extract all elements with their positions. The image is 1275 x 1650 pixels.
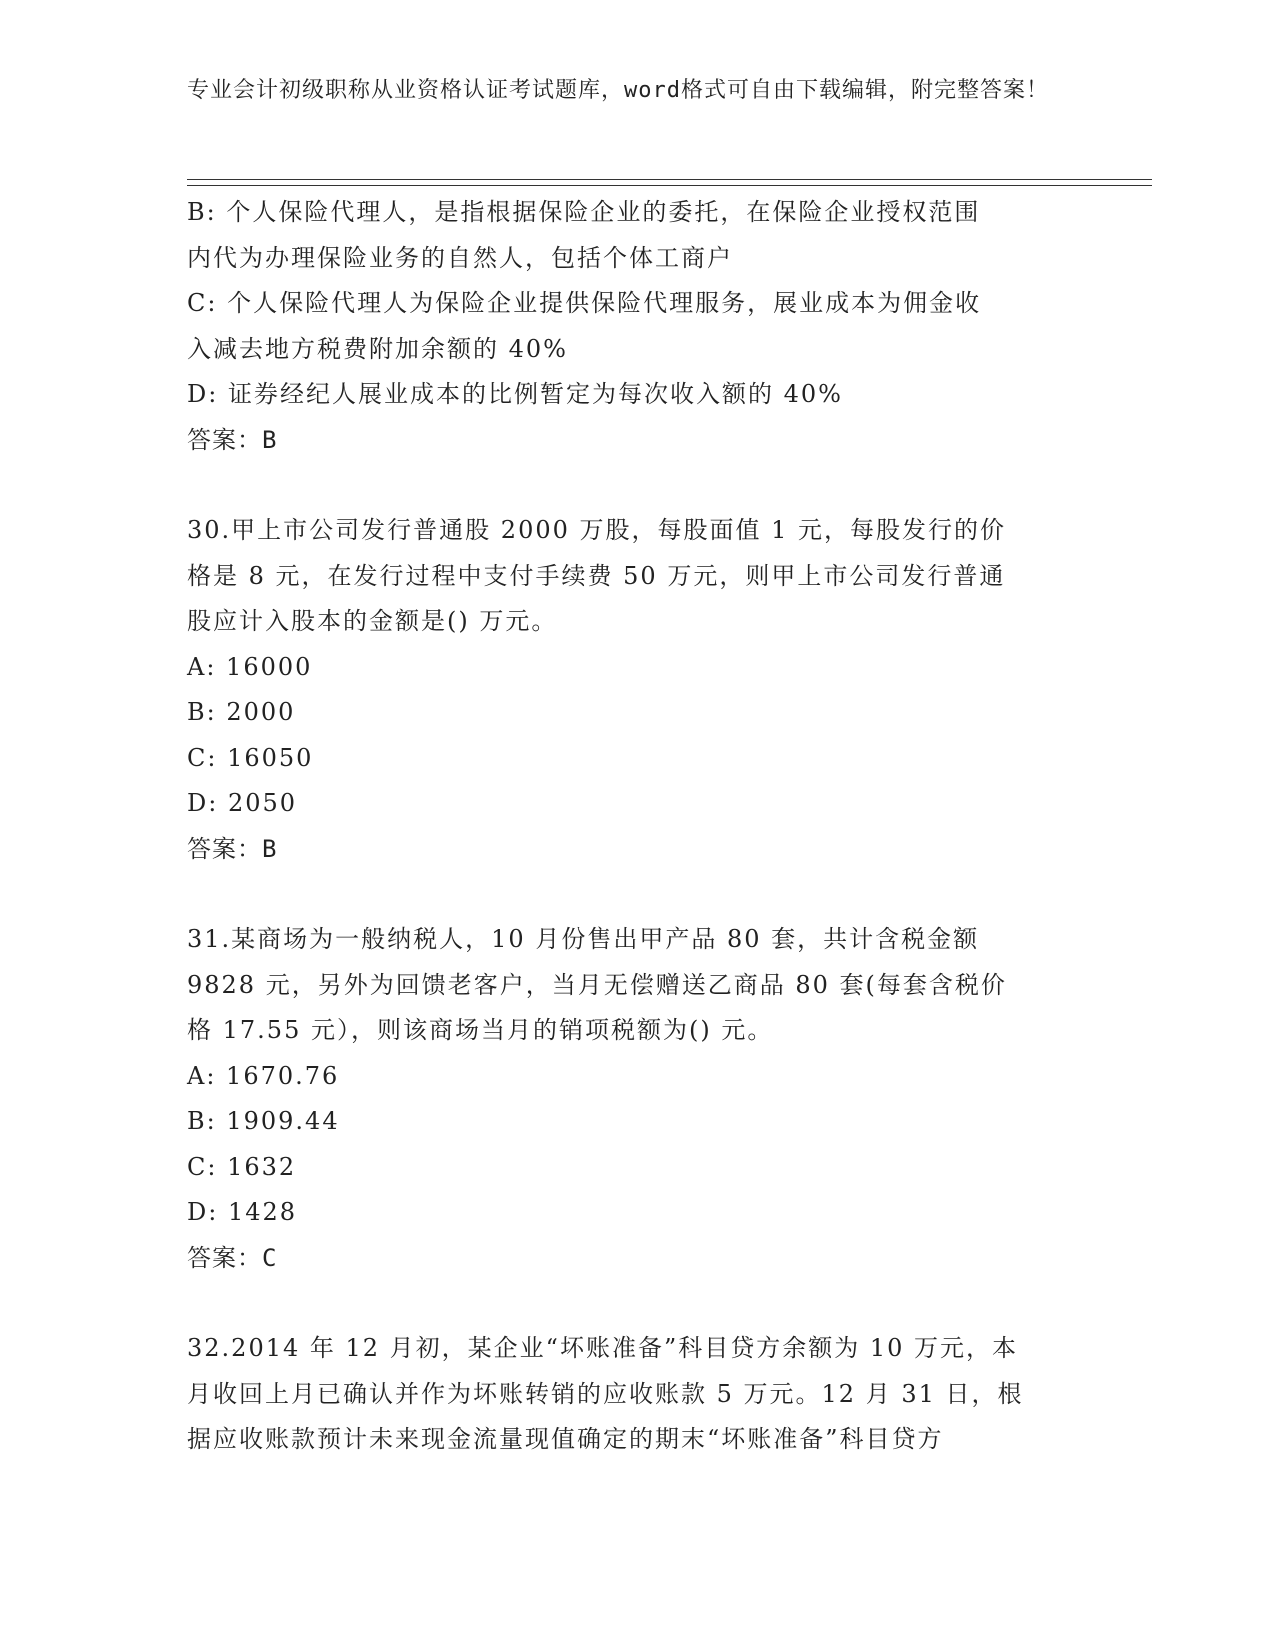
option-d-line-1: D: 证券经纪人展业成本的比例暂定为每次收入额的 40% xyxy=(187,380,843,408)
answer-30: 答案：B xyxy=(187,834,278,863)
answer-29: 答案：B xyxy=(187,425,278,454)
option-c-line-1: C: 个人保险代理人为保险企业提供保险代理服务，展业成本为佣金收 xyxy=(187,289,982,317)
question-31-option-a: A: 1670.76 xyxy=(187,1061,340,1090)
header-rule-bottom xyxy=(187,185,1152,186)
answer-31: 答案：C xyxy=(187,1243,278,1272)
option-b-line-1: B: 个人保险代理人，是指根据保险企业的委托，在保险企业授权范围 xyxy=(187,198,981,226)
spacer xyxy=(187,1281,1087,1326)
question-32-line-2: 月收回上月已确认并作为坏账转销的应收账款 5 万元。12 月 31 日，根 xyxy=(187,1379,1024,1408)
question-30-line-2: 格是 8 元，在发行过程中支付手续费 50 万元，则甲上市公司发行普通 xyxy=(187,561,1006,590)
page-header xyxy=(187,75,1067,107)
header-rule-top xyxy=(187,179,1152,180)
spacer xyxy=(187,872,1087,917)
question-30-option-c: C: 16050 xyxy=(187,743,314,772)
question-32-line-1: 32.2014 年 12 月初，某企业“坏账准备”科目贷方余额为 10 万元，本 xyxy=(187,1334,1019,1362)
question-30-option-a: A: 16000 xyxy=(187,652,313,681)
document-body xyxy=(187,190,1087,1463)
question-30-option-b: B: 2000 xyxy=(187,698,296,726)
question-31-option-d: D: 1428 xyxy=(187,1198,298,1226)
question-30 xyxy=(187,508,1087,872)
header-text: 专业会计初级职称从业资格认证考试题库，word格式可自由下载编辑，附完整答案！ xyxy=(187,78,1049,103)
question-30-option-d: D: 2050 xyxy=(187,789,298,817)
question-31-line-3: 格 17.55 元），则该商场当月的销项税额为() 元。 xyxy=(187,1016,774,1044)
question-30-line-1: 30.甲上市公司发行普通股 2000 万股，每股面值 1 元，每股发行的价 xyxy=(187,516,1007,544)
question-31 xyxy=(187,917,1087,1281)
question-32 xyxy=(187,1326,1087,1463)
question-30-line-3: 股应计入股本的金额是() 万元。 xyxy=(187,607,558,635)
question-31-option-b: B: 1909.44 xyxy=(187,1107,340,1135)
question-31-line-2: 9828 元，另外为回馈老客户，当月无偿赠送乙商品 80 套(每套含税价 xyxy=(187,970,1007,999)
spacer xyxy=(187,463,1087,508)
question-32-line-3: 据应收账款预计未来现金流量现值确定的期末“坏账准备”科目贷方 xyxy=(187,1425,944,1453)
question-31-option-c: C: 1632 xyxy=(187,1152,297,1181)
question-29-continued xyxy=(187,190,1087,463)
option-b-line-2: 内代为办理保险业务的自然人，包括个体工商户 xyxy=(187,243,733,272)
option-c-line-2: 入减去地方税费附加余额的 40% xyxy=(187,334,568,363)
question-31-line-1: 31.某商场为一般纳税人，10 月份售出甲产品 80 套，共计含税金额 xyxy=(187,925,980,953)
